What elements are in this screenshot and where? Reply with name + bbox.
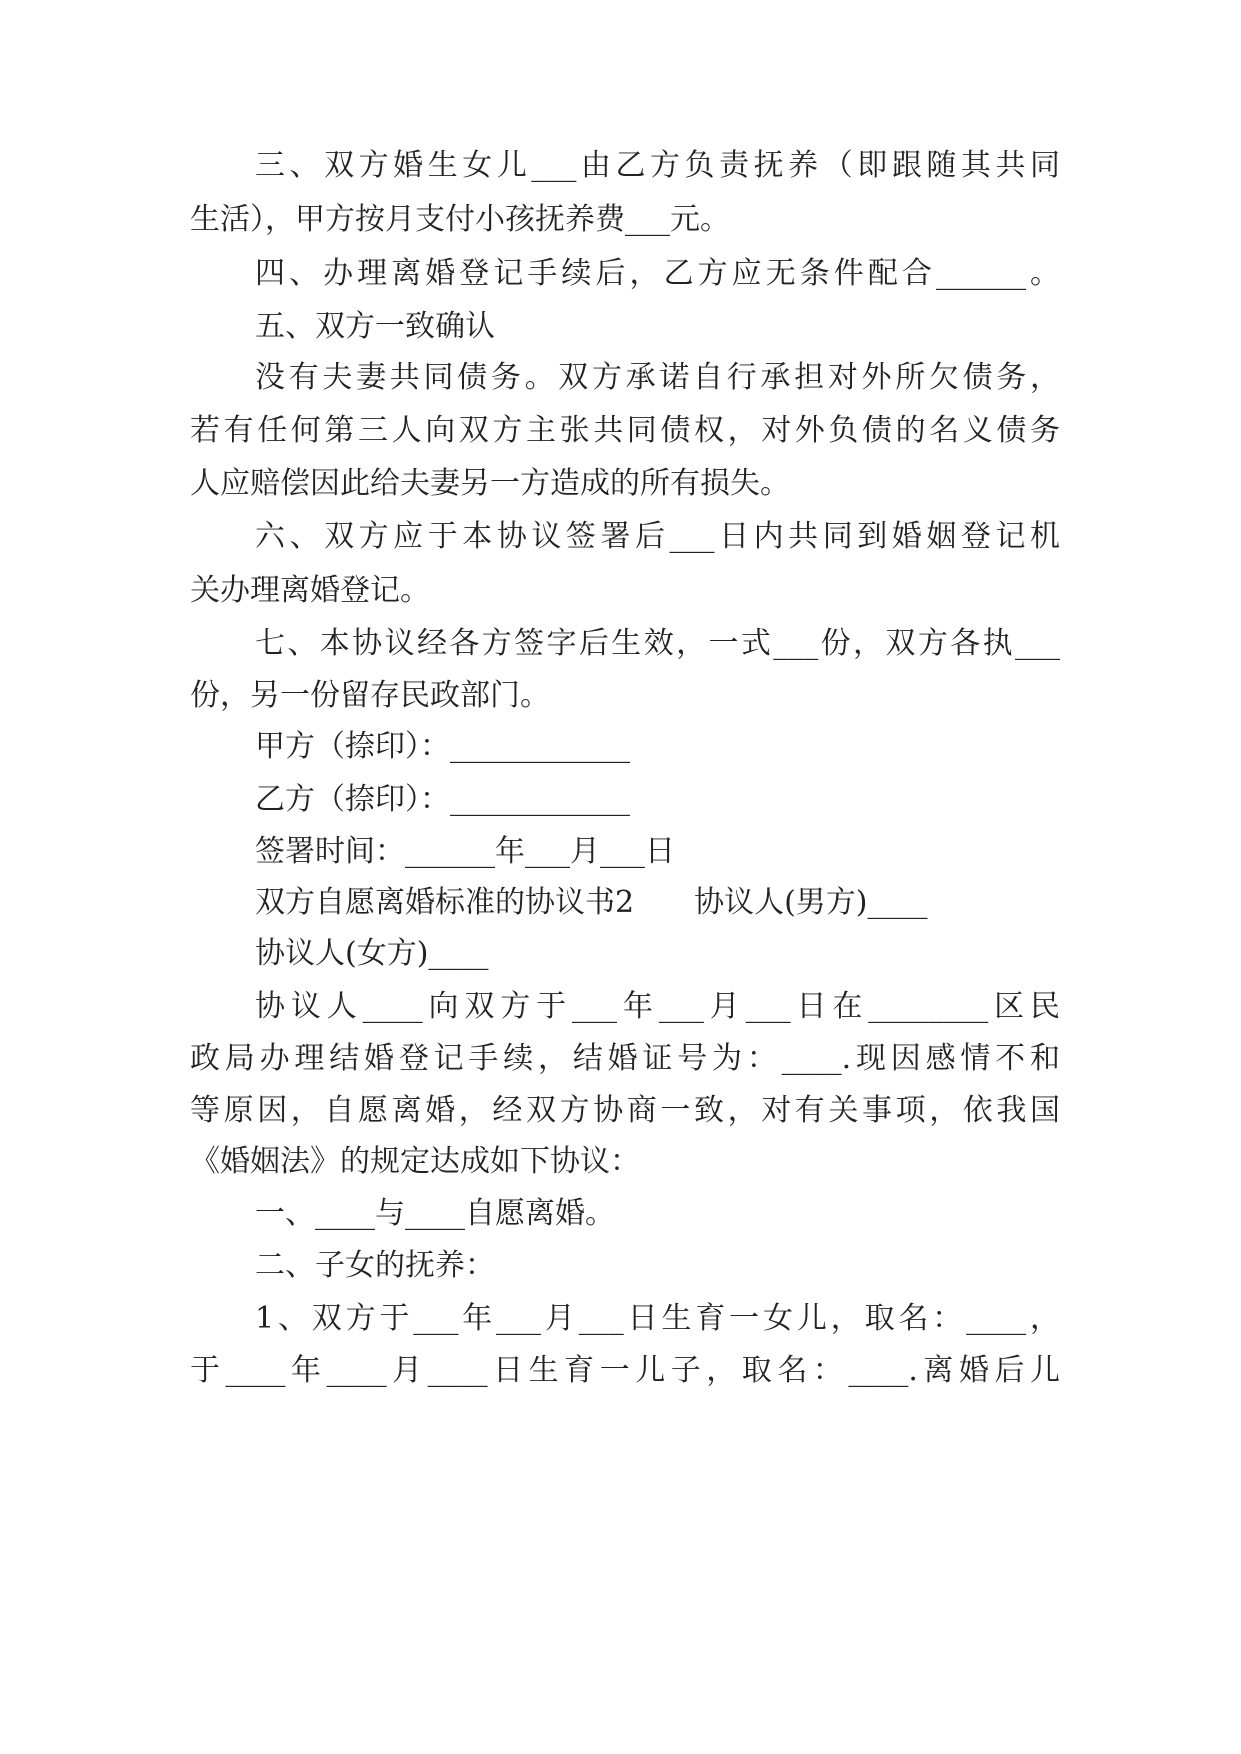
item-2-heading: 二、子女的抚养： xyxy=(255,1248,495,1283)
signing-date: 签署时间：______年___月___日 xyxy=(255,834,675,869)
clause-6-line-2: 关办理离婚登记。 xyxy=(190,573,430,608)
clause-5-heading: 五、双方一致确认 xyxy=(255,309,495,344)
item-1: 一、____与____自愿离婚。 xyxy=(255,1196,615,1231)
clause-5-line-3: 人应赔偿因此给夫妻另一方造成的所有损失。 xyxy=(190,466,790,501)
item-2-1-line-1: 1、双方于___年___月___日生育一女儿，取名：____， xyxy=(255,1301,1060,1336)
item-2-1-line-2: 于____年____月____日生育一儿子，取名：____.离婚后儿 xyxy=(190,1353,1060,1388)
intro-line-2: 政局办理结婚登记手续，结婚证号为：____.现因感情不和 xyxy=(190,1041,1060,1076)
clause-7-line-1: 七、本协议经各方签字后生效，一式___份，双方各执___ xyxy=(255,626,1060,661)
intro-line-3: 等原因，自愿离婚，经双方协商一致，对有关事项，依我国 xyxy=(190,1093,1060,1128)
clause-5-line-2: 若有任何第三人向双方主张共同债权，对外负债的名义债务 xyxy=(190,413,1060,448)
party-b-signature: 乙方（捺印）：____________ xyxy=(255,782,630,817)
clause-4: 四、办理离婚登记手续后，乙方应无条件配合______。 xyxy=(255,256,1060,291)
clause-5-line-1: 没有夫妻共同债务。双方承诺自行承担对外所欠债务， xyxy=(255,360,1060,395)
clause-3-line-1: 三、双方婚生女儿___由乙方负责抚养（即跟随其共同 xyxy=(255,148,1060,183)
clause-7-line-2: 份，另一份留存民政部门。 xyxy=(190,678,550,713)
clause-3-line-2: 生活），甲方按月支付小孩抚养费___元。 xyxy=(190,202,730,237)
clause-6-line-1: 六、双方应于本协议签署后___日内共同到婚姻登记机 xyxy=(255,519,1060,554)
agreement-2-title: 双方自愿离婚标准的协议书2 协议人(男方)____ xyxy=(255,885,928,920)
intro-line-4: 《婚姻法》的规定达成如下协议： xyxy=(190,1144,640,1179)
female-party: 协议人(女方)____ xyxy=(255,936,489,971)
intro-line-1: 协议人____向双方于___年___月___日在________区民 xyxy=(255,989,1060,1024)
party-a-signature: 甲方（捺印）：____________ xyxy=(255,729,630,764)
